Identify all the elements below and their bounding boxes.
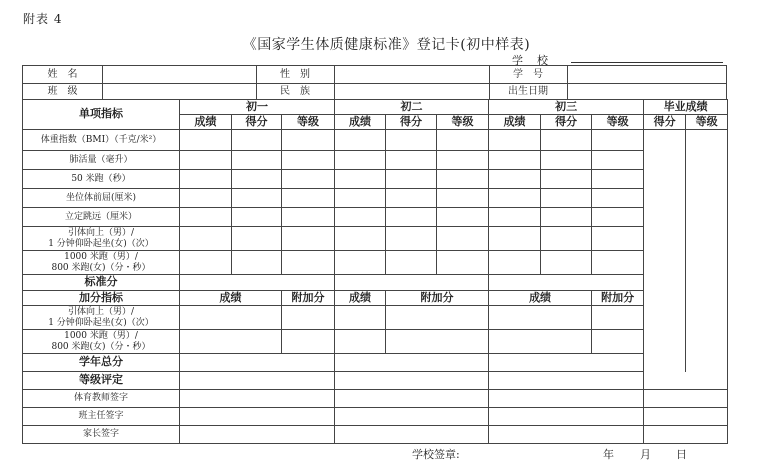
signature-cell[interactable] [644,408,728,426]
info-row-1 [23,66,726,84]
student-id-label: 学 号 [513,69,543,80]
bonus-label-run1000 [23,330,180,354]
input-cell[interactable] [335,372,489,390]
table-row [23,208,728,227]
input-cell[interactable] [282,151,335,170]
input-cell[interactable] [489,170,541,189]
input-cell[interactable] [489,151,541,170]
col-points: 得分 [386,115,437,130]
input-cell[interactable] [282,189,335,208]
page-title: 《国家学生体质健康标准》登记卡(初中样表) [242,37,531,53]
input-cell[interactable] [592,130,644,151]
input-cell[interactable] [386,330,489,354]
input-cell[interactable] [282,208,335,227]
input-cell[interactable] [592,227,644,251]
graduation-points-cell[interactable] [644,130,686,372]
level-eval-label: 等级评定 [23,372,180,390]
col-score: 成绩 [180,115,232,130]
input-cell[interactable] [232,170,282,189]
input-cell[interactable] [541,208,592,227]
input-cell[interactable] [180,189,232,208]
parent-sign-label: 家长签字 [23,426,180,444]
level-eval-row [23,372,728,390]
input-cell[interactable] [489,251,541,275]
row-label-vital: 肺活量（毫升） [23,151,180,170]
signature-cell[interactable] [180,426,335,444]
input-cell[interactable] [541,189,592,208]
bonus-extra-header: 附加分 [282,291,335,306]
col-score: 成绩 [489,115,541,130]
year-total-label: 学年总分 [23,354,180,372]
input-cell[interactable] [592,208,644,227]
input-cell[interactable] [592,330,644,354]
fitness-record-table [22,99,728,444]
input-cell[interactable] [335,208,386,227]
col-points: 得分 [232,115,282,130]
input-cell[interactable] [335,306,386,330]
input-cell[interactable] [232,151,282,170]
bonus-label-pullup [23,306,180,330]
input-cell[interactable] [386,227,437,251]
input-cell[interactable] [592,251,644,275]
input-cell[interactable] [437,189,489,208]
row-label-pullup [23,227,180,251]
name-label: 姓 名 [47,69,78,80]
input-cell[interactable] [282,306,335,330]
input-cell[interactable] [592,170,644,189]
bonus-pullup-line-1: 引体向上（男）/ [67,307,135,317]
input-cell[interactable] [437,208,489,227]
header-row [23,100,728,115]
pullup-line-2: 1 分钟仰卧起坐(女)（次） [48,238,154,249]
table-row [23,130,728,151]
table-row [23,227,728,251]
input-cell[interactable] [437,170,489,189]
school-seal-label: 学校签章: [412,448,460,461]
input-cell[interactable] [489,208,541,227]
bonus-score-header: 成绩 [335,291,386,306]
input-cell[interactable] [180,170,232,189]
input-cell[interactable] [232,208,282,227]
pullup-line-1: 引体向上（男）/ [67,228,135,238]
item-header: 单项指标 [23,100,180,130]
bonus-run1000-line-1: 1000 米跑（男）/ [64,331,138,341]
table-row [23,170,728,189]
signature-row [23,408,728,426]
bonus-score-header: 成绩 [180,291,282,306]
input-cell[interactable] [180,130,232,151]
info-row-2 [23,83,726,100]
year-label: 年 [603,448,614,461]
input-cell[interactable] [335,354,489,372]
input-cell[interactable] [335,170,386,189]
input-cell[interactable] [437,151,489,170]
signature-cell[interactable] [489,426,644,444]
school-field[interactable] [571,62,723,63]
student-info-grid [22,65,727,100]
headteacher-sign-label: 班主任签字 [23,408,180,426]
bonus-header-row [23,291,728,306]
col-score: 成绩 [335,115,386,130]
input-cell[interactable] [282,227,335,251]
input-cell[interactable] [592,306,644,330]
row-label-jump: 立定跳远（厘米） [23,208,180,227]
table-row [23,251,728,275]
signature-cell[interactable] [180,408,335,426]
table-row [23,330,728,354]
col-points: 得分 [644,115,686,130]
input-cell[interactable] [489,330,592,354]
input-cell[interactable] [489,227,541,251]
input-cell[interactable] [180,208,232,227]
input-cell[interactable] [180,275,335,291]
row-label-run1000 [23,251,180,275]
graduation-level-cell[interactable] [686,130,728,372]
input-cell[interactable] [232,227,282,251]
graduation-header: 毕业成绩 [644,100,728,115]
row-label-bmi: 体重指数（BMI）（千克/米²） [23,130,180,151]
input-cell[interactable] [489,372,644,390]
input-cell[interactable] [180,227,232,251]
bonus-extra-header: 附加分 [386,291,489,306]
input-cell[interactable] [386,189,437,208]
input-cell[interactable] [541,227,592,251]
input-cell[interactable] [335,151,386,170]
input-cell[interactable] [489,306,592,330]
input-cell[interactable] [282,130,335,151]
input-cell[interactable] [541,170,592,189]
signature-cell[interactable] [489,408,644,426]
input-cell[interactable] [335,330,386,354]
signature-cell[interactable] [644,390,728,408]
input-cell[interactable] [232,130,282,151]
input-cell[interactable] [386,251,437,275]
col-level: 等级 [686,115,728,130]
input-cell[interactable] [180,306,282,330]
class-label: 班 级 [47,86,78,97]
signature-cell[interactable] [489,390,644,408]
input-cell[interactable] [180,251,232,275]
input-cell[interactable] [386,130,437,151]
row-label-run50: 50 米跑（秒） [23,170,180,189]
input-cell[interactable] [541,251,592,275]
signature-cell[interactable] [644,426,728,444]
signature-row [23,390,728,408]
pe-teacher-sign-label: 体育教师签字 [23,390,180,408]
signature-cell[interactable] [335,408,489,426]
input-cell[interactable] [541,151,592,170]
input-cell[interactable] [335,227,386,251]
input-cell[interactable] [282,330,335,354]
input-cell[interactable] [592,189,644,208]
bonus-header: 加分指标 [23,291,180,306]
bonus-extra-header: 附加分 [592,291,644,306]
input-cell[interactable] [232,189,282,208]
appendix-label: 附表 4 [23,12,63,26]
col-level: 等级 [282,115,335,130]
input-cell[interactable] [180,151,232,170]
input-cell[interactable] [180,372,335,390]
table-row [23,306,728,330]
input-cell[interactable] [489,354,644,372]
col-points: 得分 [541,115,592,130]
grade3-header: 初三 [489,100,644,115]
input-cell[interactable] [335,189,386,208]
standard-score-row [23,275,728,291]
input-cell[interactable] [180,354,335,372]
month-label: 月 [640,448,651,461]
input-cell[interactable] [282,251,335,275]
grade1-header: 初一 [180,100,335,115]
gender-label: 性 别 [280,69,310,80]
grade2-header: 初二 [335,100,489,115]
ethnicity-label: 民 族 [280,86,310,97]
input-cell[interactable] [232,251,282,275]
day-label: 日 [676,448,687,461]
signature-cell[interactable] [335,390,489,408]
col-level: 等级 [437,115,489,130]
input-cell[interactable] [437,227,489,251]
input-cell[interactable] [282,170,335,189]
table-row [23,189,728,208]
input-cell[interactable] [335,275,489,291]
bonus-run1000-line-2: 800 米跑(女)（分・秒） [51,341,151,352]
input-cell[interactable] [437,130,489,151]
input-cell[interactable] [592,151,644,170]
table-row [23,151,728,170]
year-total-row [23,354,728,372]
input-cell[interactable] [386,208,437,227]
bonus-pullup-line-2: 1 分钟仰卧起坐(女)（次） [48,317,154,328]
signature-cell[interactable] [180,390,335,408]
signature-cell[interactable] [335,426,489,444]
run1000-line-1: 1000 米跑（男）/ [64,252,138,262]
graduation-blank [644,372,728,390]
bonus-score-header: 成绩 [489,291,592,306]
run1000-line-2: 800 米跑(女)（分・秒） [51,262,151,273]
input-cell[interactable] [489,130,541,151]
input-cell[interactable] [489,189,541,208]
input-cell[interactable] [386,170,437,189]
signature-row [23,426,728,444]
school-label: 学校 [512,54,562,67]
input-cell[interactable] [489,275,644,291]
input-cell[interactable] [335,130,386,151]
input-cell[interactable] [541,130,592,151]
standard-score-label: 标准分 [23,275,180,291]
input-cell[interactable] [437,251,489,275]
birth-date-label: 出生日期 [508,86,548,97]
input-cell[interactable] [335,251,386,275]
input-cell[interactable] [180,330,282,354]
row-label-sitreach: 坐位体前屈(厘米) [23,189,180,208]
input-cell[interactable] [386,151,437,170]
input-cell[interactable] [386,306,489,330]
col-level: 等级 [592,115,644,130]
